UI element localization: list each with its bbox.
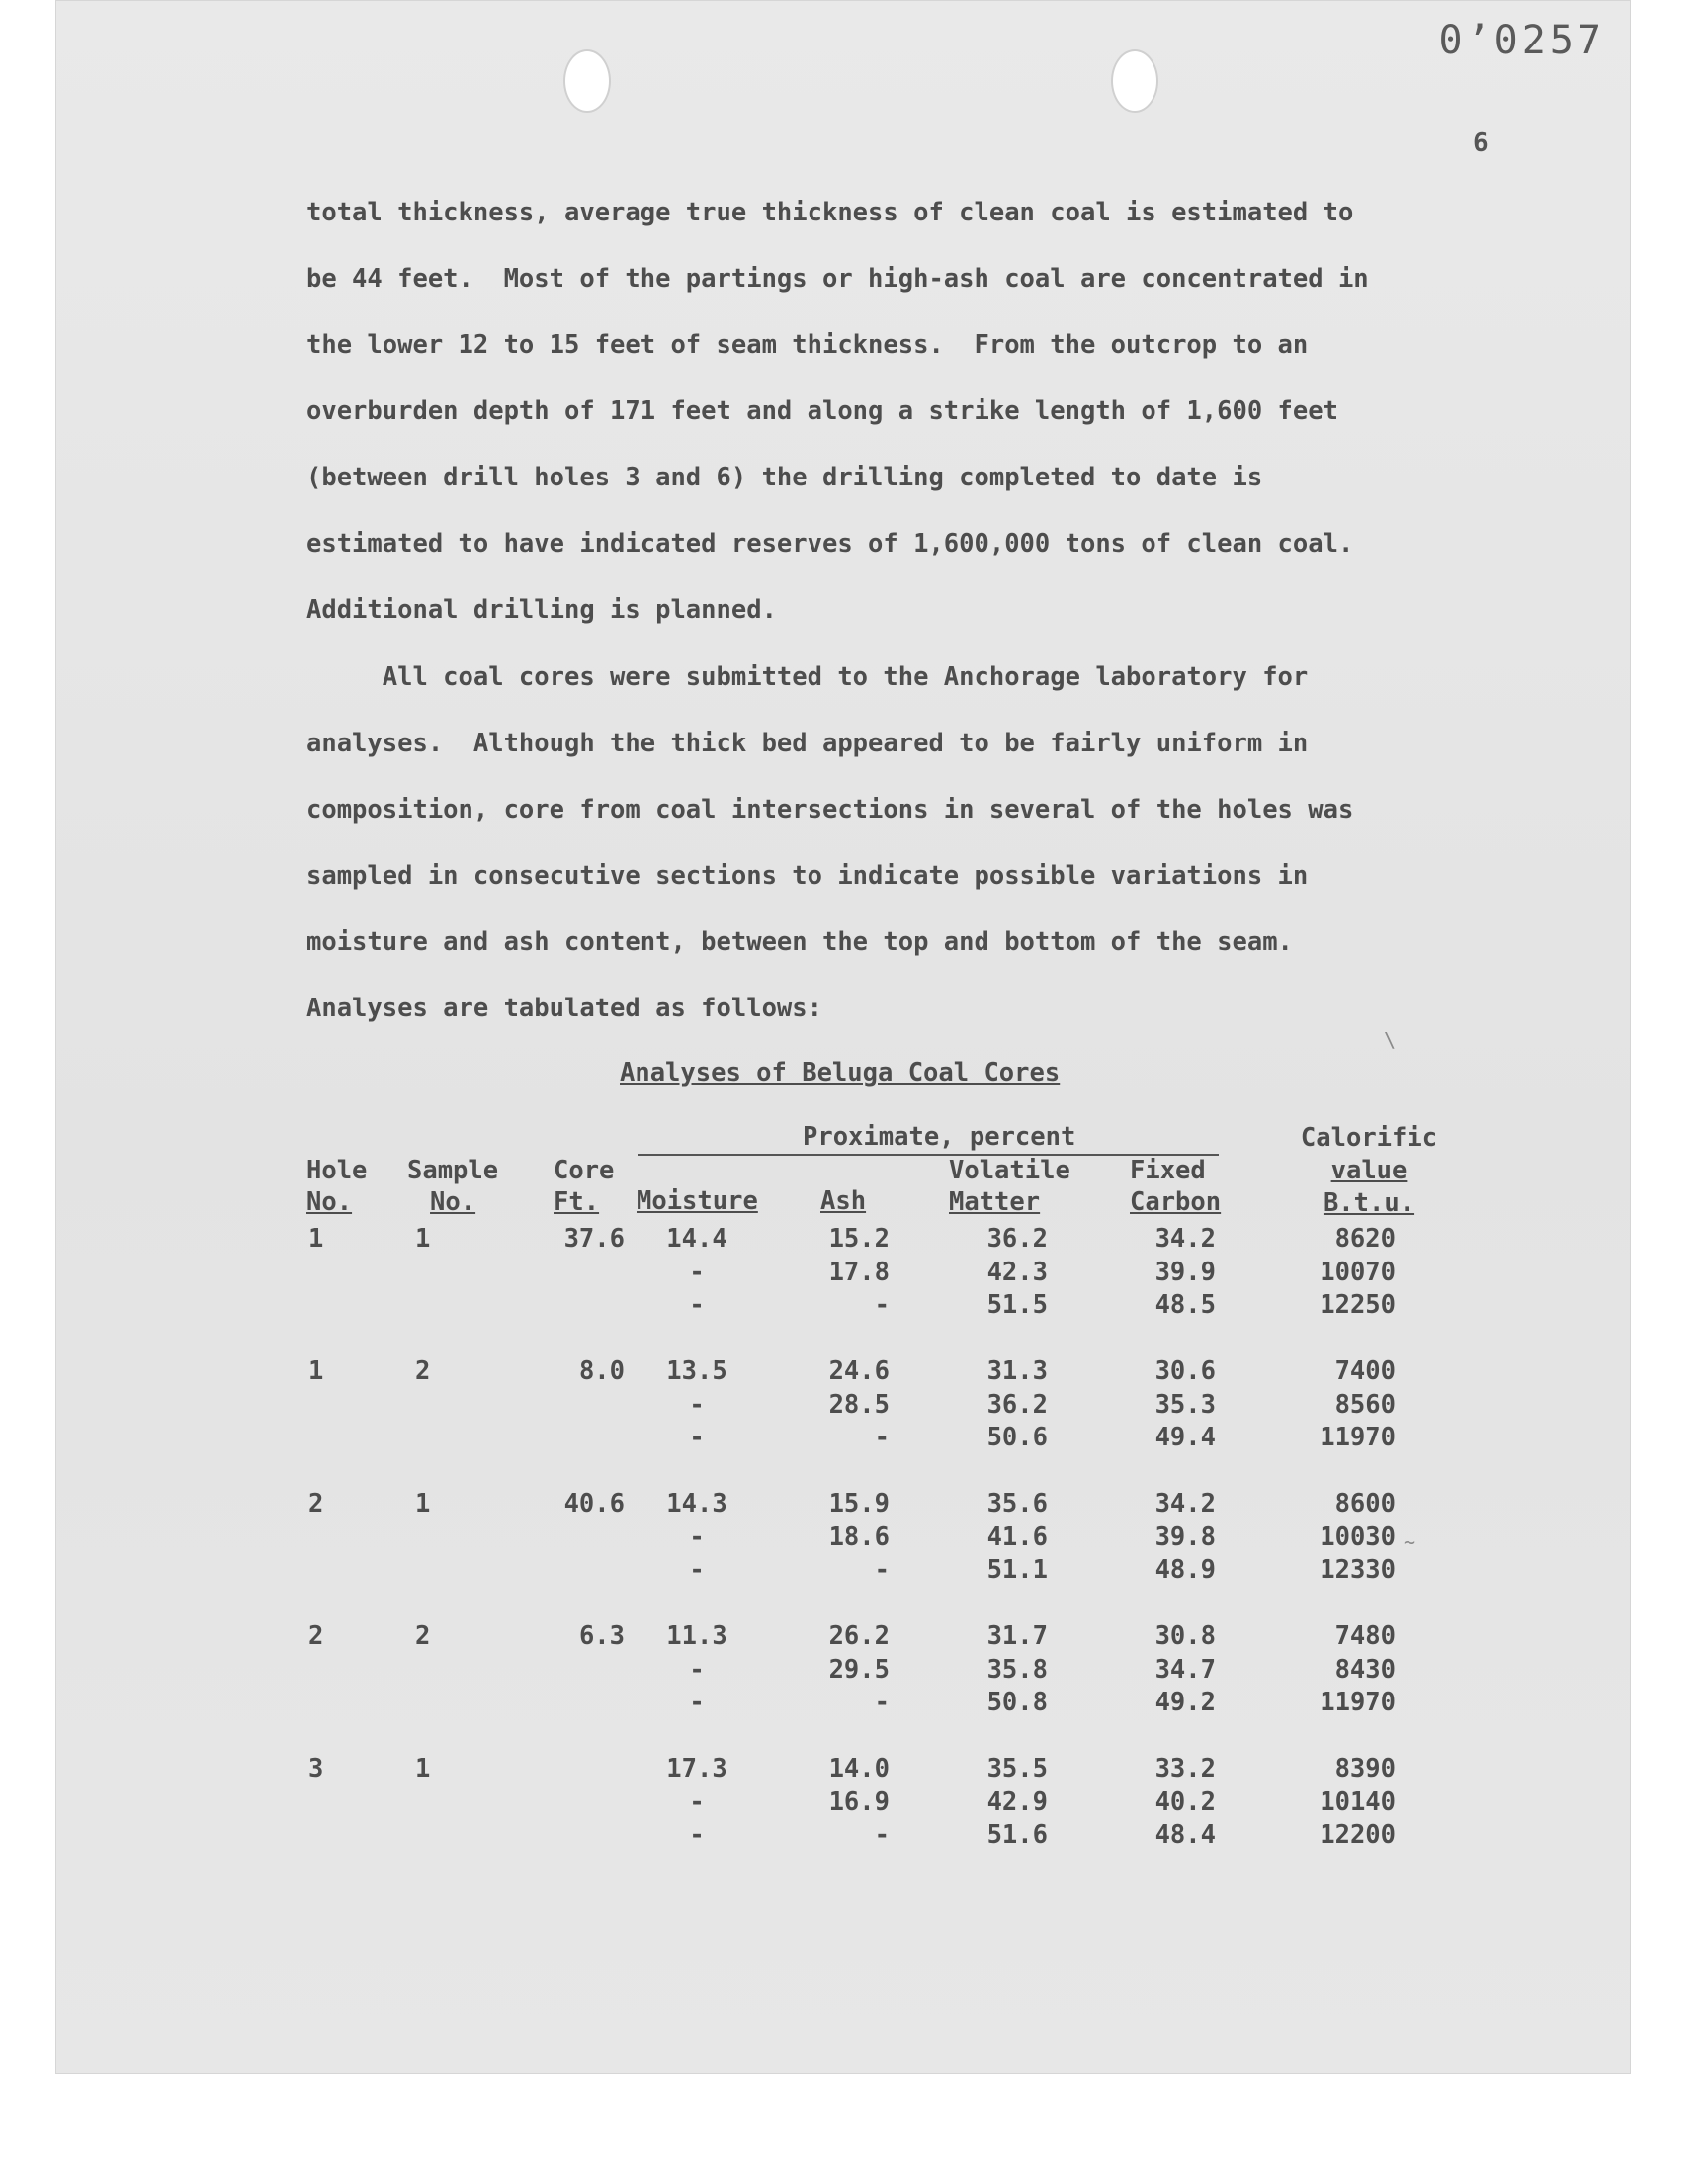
margin-mark: \ [1384,1028,1397,1052]
cell-btu: 12250 [1320,1290,1396,1320]
cell-btu: 10030 [1320,1522,1396,1552]
cell-hole: 3 [308,1754,324,1784]
cell-volatile: 51.1 [986,1555,1048,1585]
punch-hole-right [1111,49,1158,113]
cell-btu: 10070 [1320,1257,1396,1287]
cell-moisture: - [689,1820,705,1850]
cell-fixed: 35.3 [1154,1389,1216,1420]
cell-ash: 26.2 [828,1621,890,1651]
cell-fixed: 39.8 [1154,1522,1216,1552]
text-line: Additional drilling is planned. [306,595,777,625]
cell-btu: 8600 [1334,1489,1396,1519]
table-title: Analyses of Beluga Coal Cores [620,1058,1061,1088]
cell-btu: 11970 [1320,1688,1396,1717]
cell-fixed: 49.2 [1154,1688,1216,1717]
header-volatile: Volatile Matter [949,1156,1070,1217]
header-calorific: Calorific value B.t.u. [1300,1123,1438,1218]
cell-fixed: 33.2 [1154,1754,1216,1784]
text-line: Analyses are tabulated as follows: [306,994,822,1023]
cell-moisture: - [689,1290,705,1320]
paragraph-2 [306,645,1493,1042]
cell-ash: 16.9 [828,1786,890,1817]
cell-volatile: 31.3 [986,1356,1048,1386]
cell-fixed: 48.9 [1154,1555,1216,1585]
cell-sample: 1 [415,1754,431,1784]
cell-volatile: 35.8 [986,1654,1048,1685]
cell-moisture: - [689,1654,705,1685]
cell-volatile: 31.7 [986,1621,1048,1651]
cell-ash: 29.5 [828,1654,890,1685]
cell-ash: - [874,1820,890,1850]
header-sample: Sample No. [407,1156,499,1217]
cell-hole: 2 [308,1489,324,1519]
cell-ash: - [874,1555,890,1585]
page-number: 6 [1473,129,1489,158]
cell-core: 37.6 [563,1224,625,1254]
group-header-proximate: Proximate, percent [803,1122,1076,1152]
cell-volatile: 42.3 [986,1257,1048,1287]
cell-volatile: 36.2 [986,1389,1048,1420]
header-hole: Hole No. [306,1156,368,1217]
cell-btu: 8620 [1334,1224,1396,1254]
cell-btu: 8430 [1334,1654,1396,1685]
cell-moisture: - [689,1257,705,1287]
cell-ash: 14.0 [828,1754,890,1784]
cell-volatile: 35.5 [986,1754,1048,1784]
cell-moisture: - [689,1688,705,1717]
cell-fixed: 48.5 [1154,1290,1216,1320]
cell-ash: - [874,1688,890,1717]
cell-sample: 1 [415,1489,431,1519]
text-line: analyses. Although the thick bed appeared to be fairly uniform in [306,729,1309,758]
cell-moisture: - [689,1389,705,1420]
cell-moisture: 11.3 [666,1621,727,1651]
document-stamp: 0’0257 [1438,18,1605,63]
text-line: (between drill holes 3 and 6) the drilling completed to date is [306,463,1263,492]
cell-volatile: 36.2 [986,1224,1048,1254]
cell-fixed: 49.4 [1154,1423,1216,1452]
cell-sample: 2 [415,1356,431,1386]
cell-btu: 12330 [1320,1555,1396,1585]
header-fixed: Fixed Carbon [1130,1156,1222,1217]
cell-sample: 1 [415,1224,431,1254]
cell-volatile: 50.8 [986,1688,1048,1717]
paragraph-1 [306,180,1493,644]
cell-fixed: 30.6 [1154,1356,1216,1386]
cell-moisture: - [689,1423,705,1452]
cell-core: 6.3 [578,1621,625,1651]
cell-ash: 28.5 [828,1389,890,1420]
cell-ash: 17.8 [828,1257,890,1287]
header-ash: Ash [820,1186,867,1216]
cell-moisture: - [689,1522,705,1552]
cell-moisture: - [689,1555,705,1585]
cell-fixed: 34.7 [1154,1654,1216,1685]
cell-moisture: - [689,1786,705,1817]
cell-hole: 1 [308,1356,324,1386]
cell-moisture: 14.4 [666,1224,727,1254]
text-line: moisture and ash content, between the top and bottom of the seam. [306,927,1293,957]
cell-ash: 15.9 [828,1489,890,1519]
cell-ash: 24.6 [828,1356,890,1386]
cell-volatile: 51.6 [986,1820,1048,1850]
cell-moisture: 14.3 [666,1489,727,1519]
cell-fixed: 39.9 [1154,1257,1216,1287]
cell-ash: - [874,1423,890,1452]
cell-fixed: 40.2 [1154,1786,1216,1817]
cell-ash: 18.6 [828,1522,890,1552]
text-line: sampled in consecutive sections to indicate possible variations in [306,861,1309,891]
text-line: composition, core from coal intersections in several of the holes was [306,795,1354,825]
cell-btu: 7400 [1334,1356,1396,1386]
text-line: be 44 feet. Most of the partings or high-ash coal are concentrated in [306,264,1369,294]
header-moisture: Moisture [637,1186,758,1216]
cell-btu: 12200 [1320,1820,1396,1850]
cell-volatile: 35.6 [986,1489,1048,1519]
punch-hole-left [563,49,611,113]
cell-core: 8.0 [578,1356,625,1386]
cell-volatile: 50.6 [986,1423,1048,1452]
cell-fixed: 34.2 [1154,1224,1216,1254]
cell-core: 40.6 [563,1489,625,1519]
margin-mark: ~ [1404,1530,1416,1554]
cell-fixed: 48.4 [1154,1820,1216,1850]
cell-fixed: 30.8 [1154,1621,1216,1651]
text-line: estimated to have indicated reserves of 1,600,000 tons of clean coal. [306,529,1354,559]
cell-hole: 2 [308,1621,324,1651]
cell-hole: 1 [308,1224,324,1254]
cell-ash: - [874,1290,890,1320]
cell-btu: 10140 [1320,1786,1396,1817]
cell-volatile: 41.6 [986,1522,1048,1552]
header-core: Core Ft. [554,1156,615,1217]
cell-sample: 2 [415,1621,431,1651]
text-line: All coal cores were submitted to the Anchorage laboratory for [306,662,1309,692]
cell-btu: 8390 [1334,1754,1396,1784]
cell-volatile: 51.5 [986,1290,1048,1320]
text-line: overburden depth of 171 feet and along a strike length of 1,600 feet [306,396,1338,426]
cell-ash: 15.2 [828,1224,890,1254]
text-line: total thickness, average true thickness of clean coal is estimated to [306,198,1354,227]
text-line: the lower 12 to 15 feet of seam thickness. From the outcrop to an [306,330,1309,360]
cell-moisture: 13.5 [666,1356,727,1386]
cell-volatile: 42.9 [986,1786,1048,1817]
cell-fixed: 34.2 [1154,1489,1216,1519]
cell-moisture: 17.3 [666,1754,727,1784]
cell-btu: 8560 [1334,1389,1396,1420]
cell-btu: 11970 [1320,1423,1396,1452]
cell-btu: 7480 [1334,1621,1396,1651]
